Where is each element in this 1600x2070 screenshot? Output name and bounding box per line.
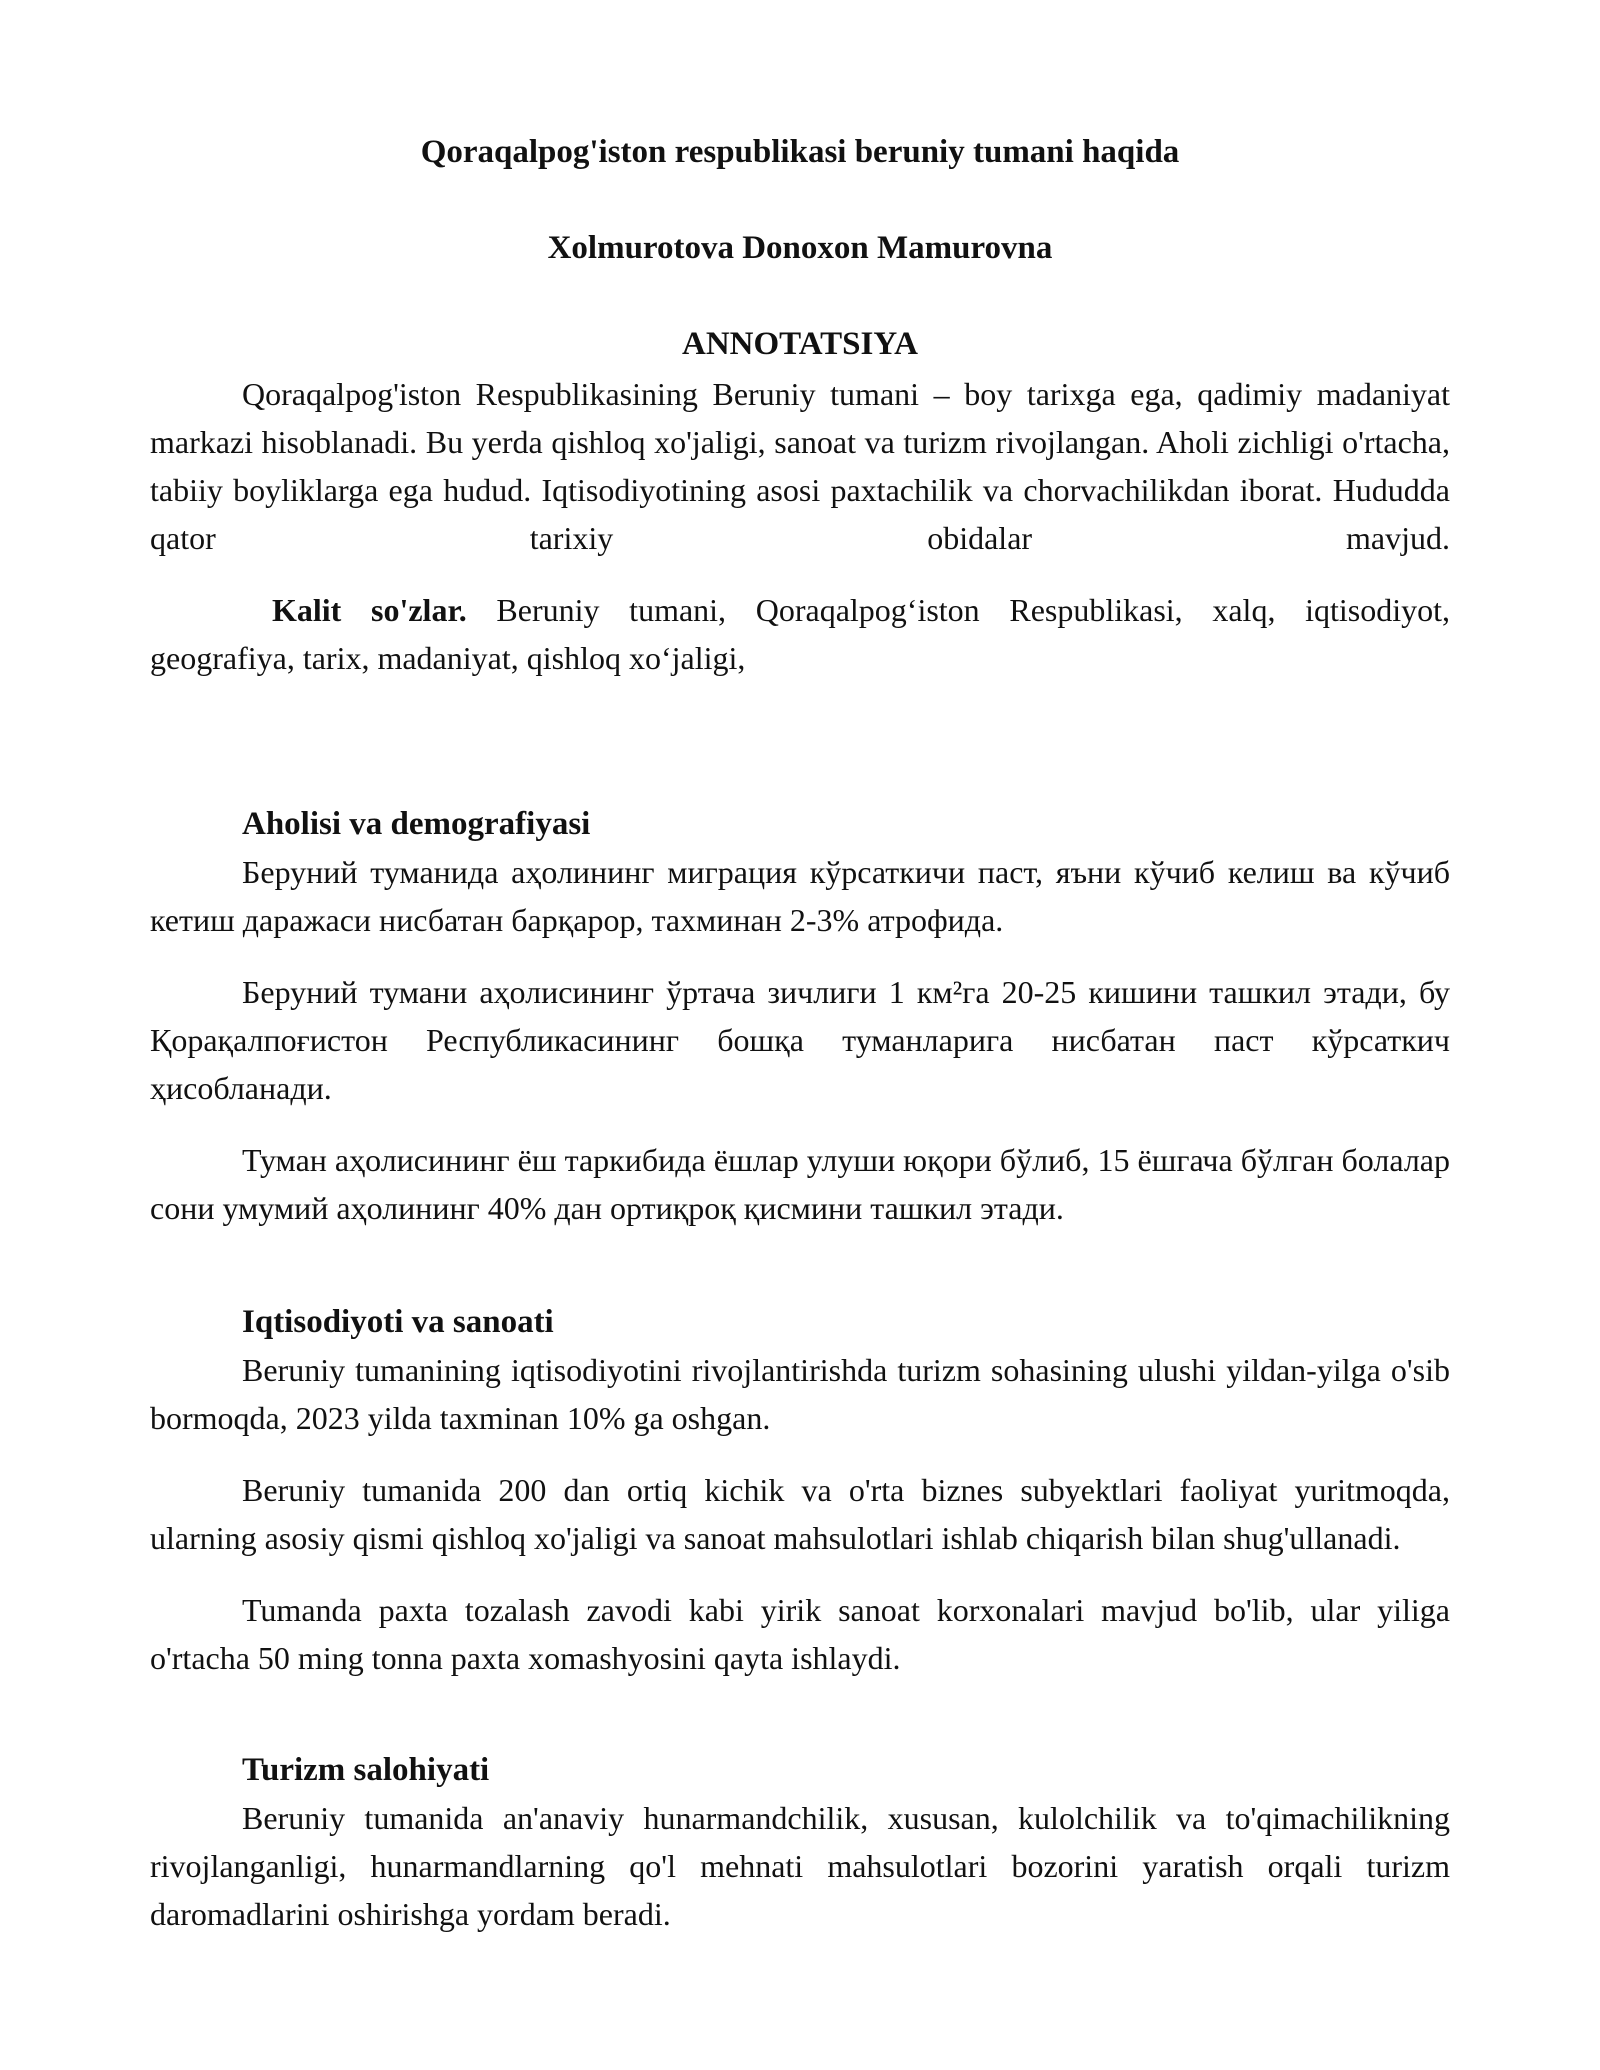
- section-heading-economy: Iqtisodiyoti va sanoati: [242, 1304, 554, 1340]
- section-heading-tourism: Turizm salohiyati: [242, 1752, 490, 1788]
- demography-paragraph-2: Беруний тумани аҳолисининг ўртача зичлиги 1 км²га 20-25 кишини ташкил этади, бу Қорақалпоғистон Республикасининг бошқа туманларига нисбатан паст кўрсаткич ҳисобланади.: [150, 974, 1450, 1106]
- keywords-text: Beruniy tumani, Qoraqalpog‘iston Respublikasi, xalq, iqtisodiyot, geografiya, tarix, madaniyat, qishloq xo‘jaligi,: [150, 592, 1451, 676]
- economy-paragraph-2: Beruniy tumanida 200 dan ortiq kichik va o'rta biznes subyektlari faoliyat yuritmoqda, ularning asosiy qismi qishloq xo'jaligi va sanoat mahsulotlari ishlab chiqarish bilan shug'ullanadi.: [150, 1472, 1450, 1556]
- annotation-heading: ANNOTATSIYA: [682, 326, 918, 362]
- annotation-text: Qoraqalpog'iston Respublikasining Beruniy tumani – boy tarixga ega, qadimiy madaniyat markazi hisoblanadi. Bu yerda qishloq xo'jaligi, sanoat va turizm rivojlangan. Aholi zichligi o'rtacha, tabiiy boyliklarga ega hudud. Iqtisodiyotining asosi paxtachilik va chorvachilikdan iborat. Hududda qator tarixiy obidalar mavjud.: [150, 376, 1450, 556]
- tourism-paragraph-1: Beruniy tumanida an'anaviy hunarmandchilik, xususan, kulolchilik va to'qimachilikning rivojlanganligi, hunarmandlarning qo'l mehnati mahsulotlari bozorini yaratish orqali turizm daromadlarini oshirishga yordam beradi.: [150, 1800, 1450, 1932]
- section-heading-demography: Aholisi va demografiyasi: [242, 806, 591, 842]
- economy-paragraph-3: Tumanda paxta tozalash zavodi kabi yirik sanoat korxonalari mavjud bo'lib, ular yiliga o'rtacha 50 ming tonna paxta xomashyosini qayta ishlaydi.: [150, 1592, 1450, 1676]
- document-title: Qoraqalpog'iston respublikasi beruniy tumani haqida: [420, 134, 1180, 170]
- keywords-label: Kalit so'zlar.: [272, 592, 467, 628]
- demography-paragraph-3: Туман аҳолисининг ёш таркибида ёшлар улуши юқори бўлиб, 15 ёшгача бўлган болалар сони умумий аҳолининг 40% дан ортиқроқ қисмини ташкил этади.: [150, 1142, 1450, 1226]
- economy-paragraph-1: Beruniy tumanining iqtisodiyotini rivojlantirishda turizm sohasining ulushi yildan-yilga o'sib bormoqda, 2023 yilda taxminan 10% ga oshgan.: [150, 1352, 1450, 1436]
- keywords-paragraph: [150, 586, 1450, 682]
- document-content: [150, 128, 1450, 1938]
- document-author: Xolmurotova Donoxon Mamurovna: [547, 230, 1053, 266]
- demography-paragraph-1: Беруний туманида аҳолининг миграция кўрсаткичи паст, яъни кўчиб келиш ва кўчиб кетиш даражаси нисбатан барқарор, тахминан 2-3% атрофида.: [150, 854, 1450, 938]
